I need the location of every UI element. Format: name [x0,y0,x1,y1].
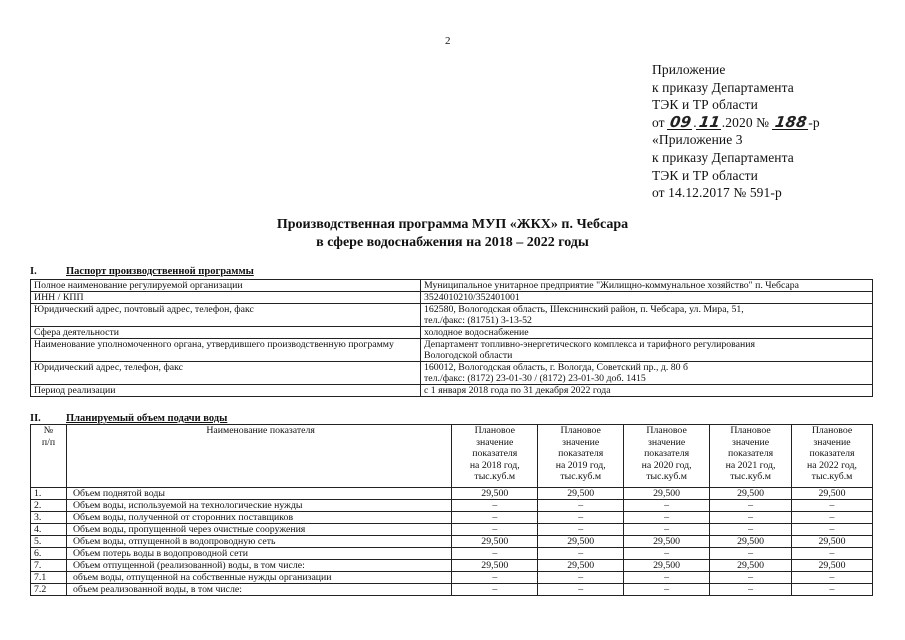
passport-row [31,280,873,292]
table-row [31,572,873,584]
document-title [0,216,905,252]
row-value: – [452,500,538,512]
row-value: – [452,512,538,524]
table-row [31,584,873,596]
handwritten-number: 188 [773,112,808,131]
handwritten-day: 09 [668,112,693,131]
passport-row [31,327,873,339]
row-value: – [452,572,538,584]
row-value: – [538,524,624,536]
header-name: Наименование показателя [66,425,451,488]
row-value: – [792,512,873,524]
row-value: – [710,584,792,596]
header-2019: Плановое значение показателя на 2019 год, тыс.куб.м [538,425,624,488]
row-value: 29,500 [710,536,792,548]
passport-row [31,362,873,385]
table-row [31,536,873,548]
row-value: 29,500 [624,560,710,572]
row-value: – [792,584,873,596]
row-value: – [538,584,624,596]
header-2020: Плановое значение показателя на 2020 год, тыс.куб.м [624,425,710,488]
row-value: – [624,584,710,596]
row-value: – [792,548,873,560]
row-value: – [710,572,792,584]
section2-heading [30,413,227,424]
passport-table [30,279,873,397]
header-no: № п/п [31,425,67,488]
appendix-order-line: от 09.11.2020 № 188-р [652,112,820,131]
row-value: 29,500 [452,560,538,572]
row-value: – [624,572,710,584]
header-2018: Плановое значение показателя на 2018 год, тыс.куб.м [452,425,538,488]
row-value: 29,500 [538,560,624,572]
appendix-line: ТЭК и ТР области [652,97,758,113]
row-value: 29,500 [624,536,710,548]
table-header-row [31,425,873,488]
row-number: 1. [31,488,67,500]
header-2021: Плановое значение показателя на 2021 год, тыс.куб.м [710,425,792,488]
row-value: – [452,548,538,560]
appendix-line: «Приложение 3 [652,132,743,148]
passport-row [31,385,873,397]
appendix-order-prefix: от [652,114,665,130]
row-number: 7.2 [31,584,67,596]
passport-label: Наименование уполномоченного органа, утвердившего производственную программу [31,339,421,362]
section-title: Планируемый объем подачи воды [66,413,228,424]
row-name: Объем поднятой воды [66,488,451,500]
row-number: 3. [31,512,67,524]
table-row [31,500,873,512]
row-number: 5. [31,536,67,548]
row-value: – [792,524,873,536]
appendix-line: Приложение [652,62,726,77]
passport-row [31,339,873,362]
row-value: – [538,500,624,512]
row-value: – [792,572,873,584]
row-value: – [624,548,710,560]
row-value: 29,500 [452,488,538,500]
row-name: Объем потерь воды в водопроводной сети [66,548,451,560]
passport-value: Департамент топливно-энергетического комплекса и тарифного регулирования Вологодской области [421,339,873,362]
row-value: 29,500 [538,488,624,500]
appendix-order-year: .2020 № [721,114,770,130]
row-value: 29,500 [792,536,873,548]
row-name: объем воды, отпущенной на собственные нужды организации [66,572,451,584]
row-value: 29,500 [710,560,792,572]
table-row [31,560,873,572]
row-value: 29,500 [452,536,538,548]
row-value: 29,500 [710,488,792,500]
passport-label: ИНН / КПП [31,292,421,304]
handwritten-month: 11 [697,112,722,131]
row-number: 4. [31,524,67,536]
table-row [31,488,873,500]
row-value: – [452,524,538,536]
section-title: Паспорт производственной программы [66,266,254,277]
row-value: – [538,512,624,524]
row-value: – [624,524,710,536]
appendix-line: ТЭК и ТР области [652,167,758,183]
row-name: Объем воды, пропущенной через очистные сооружения [66,524,451,536]
passport-value: 162580, Вологодская область, Шекснинский район, п. Чебсара, ул. Мира, 51, тел./факс: (81751) 3-13-52 [421,304,873,327]
row-name: Объем отпущенной (реализованной) воды, в том числе: [66,560,451,572]
row-value: 29,500 [538,536,624,548]
table-row [31,512,873,524]
row-value: – [710,524,792,536]
title-line: Производственная программа МУП «ЖКХ» п. Чебсара [276,217,629,232]
row-value: 29,500 [624,488,710,500]
row-number: 7.1 [31,572,67,584]
row-value: – [538,572,624,584]
water-volume-table [30,424,873,596]
page-number: 2 [445,35,451,47]
passport-label: Период реализации [31,385,421,397]
passport-value: холодное водоснабжение [421,327,873,339]
appendix-block [652,61,820,202]
passport-row [31,304,873,327]
title-line: в сфере водоснабжения на 2018 – 2022 годы [316,235,589,250]
passport-value: 160012, Вологодская область, г. Вологда, Советский пр., д. 80 б тел./факс: (8172) 23-01-30 / (8172) 23-01-30 доб. 1415 [421,362,873,385]
row-value: – [624,512,710,524]
section-number: II. [30,413,41,424]
appendix-line: от 14.12.2017 № 591-р [652,185,782,201]
table-row [31,524,873,536]
passport-label: Полное наименование регулируемой организации [31,280,421,292]
row-name: Объем воды, отпущенной в водопроводную сеть [66,536,451,548]
section1-heading [30,266,254,277]
row-value: – [710,512,792,524]
row-value: – [452,584,538,596]
passport-value: 3524010210/352401001 [421,292,873,304]
row-number: 6. [31,548,67,560]
row-name: Объем воды, полученной от сторонних поставщиков [66,512,451,524]
row-value: – [710,500,792,512]
row-number: 2. [31,500,67,512]
passport-label: Юридический адрес, почтовый адрес, телефон, факс [31,304,421,327]
row-value: – [538,548,624,560]
row-name: Объем воды, используемой на технологические нужды [66,500,451,512]
header-2022: Плановое значение показателя на 2022 год, тыс.куб.м [792,425,873,488]
table-row [31,548,873,560]
row-value: – [624,500,710,512]
passport-value: с 1 января 2018 года по 31 декабря 2022 года [421,385,873,397]
row-number: 7. [31,560,67,572]
row-value: – [792,500,873,512]
row-name: объем реализованной воды, в том числе: [66,584,451,596]
row-value: 29,500 [792,488,873,500]
row-value: 29,500 [792,560,873,572]
appendix-order-suffix: -р [808,114,820,130]
passport-value: Муниципальное унитарное предприятие "Жилищно-коммунальное хозяйство" п. Чебсара [421,280,873,292]
section-number: I. [30,266,37,277]
passport-row [31,292,873,304]
appendix-line: к приказу Департамента [652,149,794,165]
appendix-line: к приказу Департамента [652,79,794,95]
row-value: – [710,548,792,560]
passport-label: Юридический адрес, телефон, факс [31,362,421,385]
passport-label: Сфера деятельности [31,327,421,339]
